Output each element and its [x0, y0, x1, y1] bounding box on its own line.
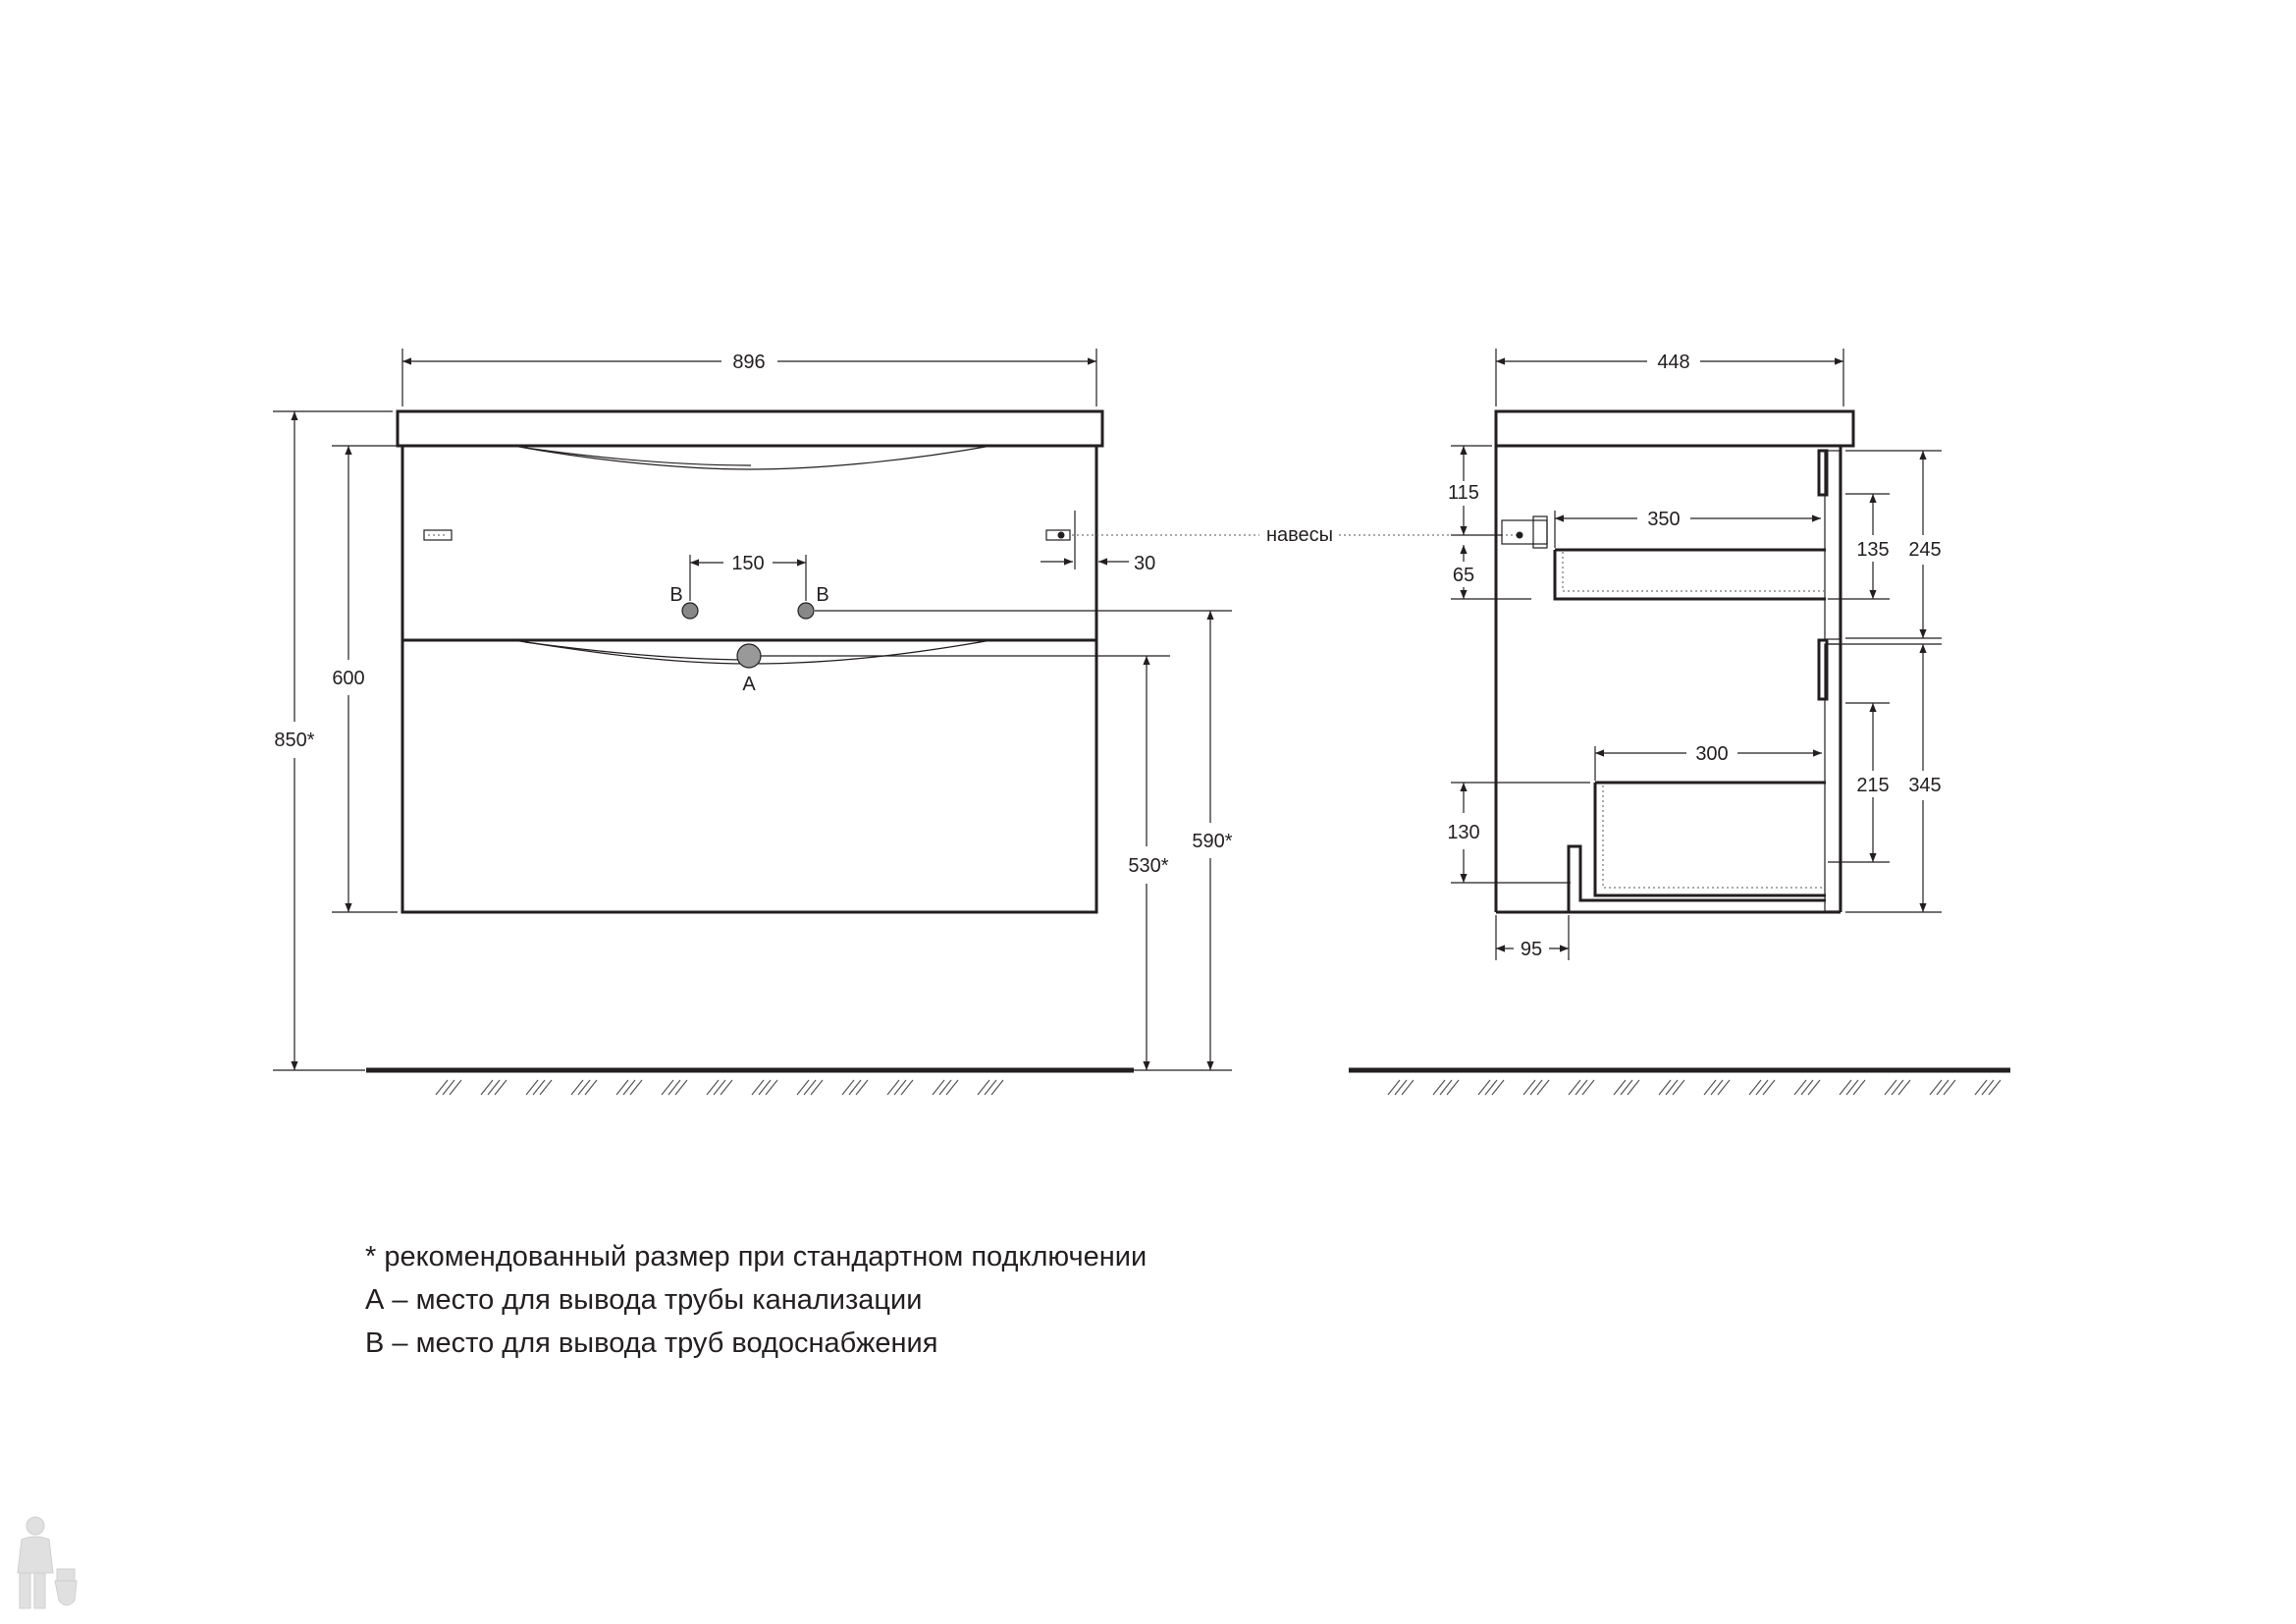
- side-handle-upper: [1819, 451, 1827, 495]
- side-lower-drawer: [1595, 783, 1826, 895]
- side-upper-drawer-inner: [1563, 552, 1824, 591]
- dim-150-label: 150: [731, 553, 765, 574]
- front-upper-handle: [513, 446, 991, 469]
- hangers-label: навесы: [1265, 524, 1334, 546]
- dim-300-label: 300: [1695, 743, 1729, 765]
- drain-a-label: A: [742, 674, 756, 695]
- note-supply-b: В – место для вывода труб водоснабжения: [365, 1327, 938, 1359]
- pipe-b-left-label: B: [669, 584, 683, 606]
- dim-130-label: 130: [1447, 822, 1480, 843]
- dim-245-label: 245: [1908, 539, 1942, 561]
- front-hanger-right-dot: [1058, 532, 1065, 539]
- dim-135-label: 135: [1856, 539, 1890, 561]
- side-floor-hatch: [1388, 1080, 2001, 1095]
- dim-30-label: 30: [1134, 553, 1156, 574]
- front-countertop: [398, 411, 1102, 446]
- dim-590-label: 590*: [1192, 831, 1233, 852]
- dim-530-label: 530*: [1128, 855, 1169, 877]
- dim-345-label: 345: [1908, 775, 1942, 796]
- dim-115-label: 115: [1448, 482, 1479, 504]
- dim-448-label: 448: [1657, 352, 1690, 373]
- dim-215-label: 215: [1856, 775, 1890, 796]
- side-handle-lower: [1819, 640, 1827, 699]
- side-hanger-dot: [1517, 532, 1523, 539]
- dim-total-label: 850*: [274, 730, 315, 751]
- side-hanger-inner: [1533, 516, 1547, 548]
- dim-95-label: 95: [1520, 939, 1543, 960]
- dim-350-label: 350: [1647, 509, 1681, 530]
- side-hanger: [1502, 520, 1547, 544]
- pipe-b-right-marker: [798, 603, 814, 619]
- side-lower-drawer-inner: [1603, 785, 1824, 888]
- drain-a-marker: [737, 644, 761, 668]
- side-plinth-cutout: [1569, 846, 1826, 912]
- plumber-icon: [6, 1512, 84, 1620]
- note-recommended: * рекомендованный размер при стандартном подключении: [365, 1241, 1148, 1272]
- note-drain-a: А – место для вывода трубы канализации: [365, 1284, 923, 1316]
- side-view: [1349, 349, 2010, 1095]
- side-countertop: [1496, 411, 1853, 446]
- pipe-b-left-marker: [682, 603, 698, 619]
- front-view: [273, 349, 1233, 1095]
- dim-width-label: 896: [732, 352, 766, 373]
- front-floor-hatch: [436, 1080, 1003, 1095]
- dim-65-label: 65: [1452, 565, 1475, 586]
- pipe-b-right-label: B: [816, 584, 829, 606]
- dim-body-label: 600: [332, 668, 365, 689]
- notes-block: [365, 1235, 1147, 1365]
